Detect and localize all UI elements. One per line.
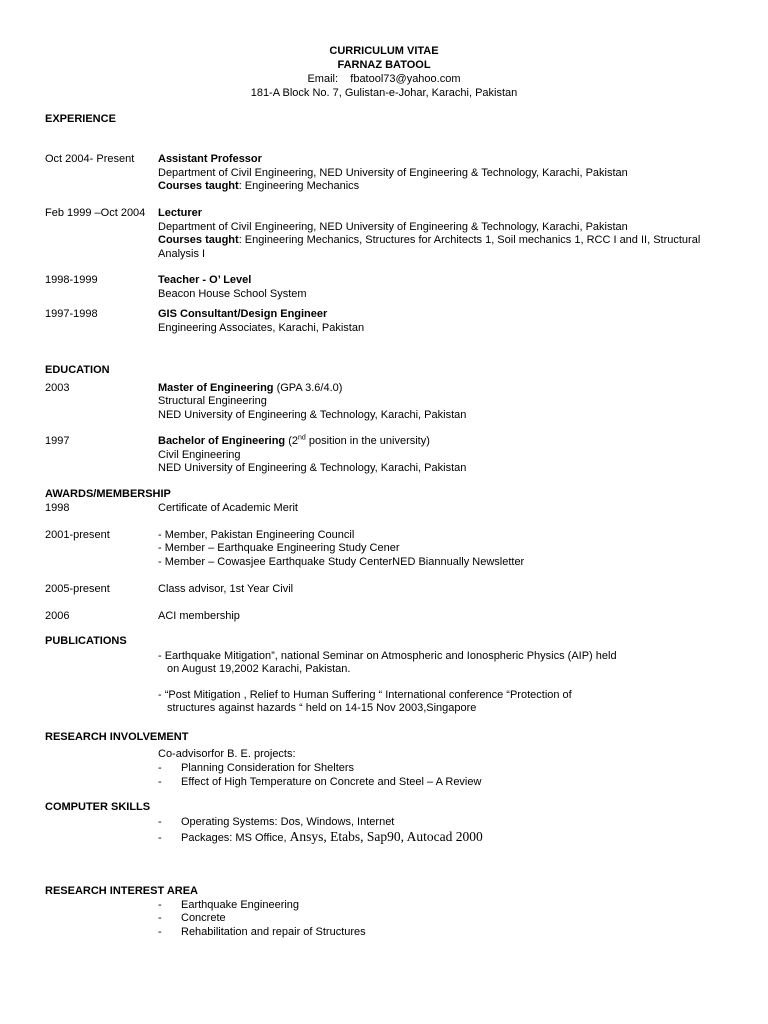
award-item: ACI membership xyxy=(158,610,240,622)
education-school: NED University of Engineering & Technology, Karachi, Pakistan xyxy=(158,409,467,421)
education-school: NED University of Engineering & Technology, Karachi, Pakistan xyxy=(158,462,467,474)
publication-item-cont: structures against hazards “ held on 14-15 Nov 2003,Singapore xyxy=(167,702,477,714)
experience-date: 1998-1999 xyxy=(45,274,98,286)
email-line xyxy=(0,73,768,87)
award-item: - Member, Pakistan Engineering Council xyxy=(158,529,355,541)
experience-date: 1997-1998 xyxy=(45,308,98,320)
education-field: Structural Engineering xyxy=(158,395,267,407)
education-heading: EDUCATION xyxy=(45,364,110,376)
email-label: Email: xyxy=(307,73,339,85)
computer-heading: COMPUTER SKILLS xyxy=(45,801,151,813)
award-date: 2006 xyxy=(45,610,70,622)
degree-name: Master of Engineering xyxy=(158,382,274,394)
interest-item: Earthquake Engineering xyxy=(181,899,300,911)
degree-note: (GPA 3.6/4.0) xyxy=(273,382,343,394)
research-intro: Co-advisorfor B. E. projects: xyxy=(158,748,296,760)
education-date: 2003 xyxy=(45,382,70,394)
experience-detail: Beacon House School System xyxy=(158,288,307,300)
packages-prefix: Packages: MS Office, xyxy=(181,832,290,844)
packages-rest: Ansys, Etabs, Sap90, Autocad 2000 xyxy=(289,829,483,844)
experience-courses xyxy=(158,234,700,248)
bullet-dash: - xyxy=(158,816,162,828)
experience-title: Teacher - O’ Level xyxy=(158,274,252,286)
award-item: - Member – Cowasjee Earthquake Study CenterNED Biannually Newsletter xyxy=(158,556,525,568)
experience-title: GIS Consultant/Design Engineer xyxy=(158,308,328,320)
education-degree-line xyxy=(158,435,430,449)
experience-courses xyxy=(158,180,359,194)
education-degree-line xyxy=(158,382,342,396)
cv-title: CURRICULUM VITAE xyxy=(329,45,439,57)
award-item: Certificate of Academic Merit xyxy=(158,502,298,514)
bullet-dash: - xyxy=(158,899,162,911)
degree-name: Bachelor of Engineering xyxy=(158,435,286,447)
research-item: Planning Consideration for Shelters xyxy=(181,762,355,774)
publication-item: - “Post Mitigation , Relief to Human Suffering “ International conference “Protection of xyxy=(158,689,572,701)
degree-note-sup: nd xyxy=(297,434,306,442)
experience-detail: Department of Civil Engineering, NED University of Engineering & Technology, Karachi, Pakistan xyxy=(158,221,628,233)
experience-heading: EXPERIENCE xyxy=(45,113,116,125)
interest-item: Concrete xyxy=(181,912,226,924)
person-name: FARNAZ BATOOL xyxy=(337,59,431,71)
email-address: fbatool73@yahoo.com xyxy=(350,73,461,85)
experience-title: Lecturer xyxy=(158,207,203,219)
education-date: 1997 xyxy=(45,435,70,447)
interest-heading: RESEARCH INTEREST AREA xyxy=(45,885,198,897)
experience-courses-cont: Analysis I xyxy=(158,248,206,260)
bullet-dash: - xyxy=(158,762,162,774)
award-date: 2005-present xyxy=(45,583,110,595)
research-heading: RESEARCH INVOLVEMENT xyxy=(45,731,189,743)
bullet-dash: - xyxy=(158,912,162,924)
bullet-dash: - xyxy=(158,926,162,938)
degree-note-post: position in the university) xyxy=(305,435,430,447)
interest-item: Rehabilitation and repair of Structures xyxy=(181,926,366,938)
publications-heading: PUBLICATIONS xyxy=(45,635,127,647)
award-item: Class advisor, 1st Year Civil xyxy=(158,583,294,595)
publication-item: - Earthquake Mitigation”, national Seminar on Atmospheric and Ionospheric Physics (AIP) held xyxy=(158,650,617,662)
courses-label: Courses taught xyxy=(158,234,239,246)
award-item: - Member – Earthquake Engineering Study Cener xyxy=(158,542,400,554)
experience-title: Assistant Professor xyxy=(158,153,262,165)
experience-date: Feb 1999 –Oct 2004 xyxy=(45,207,146,219)
experience-detail: Engineering Associates, Karachi, Pakistan xyxy=(158,322,365,334)
computer-packages xyxy=(181,830,483,846)
address: 181-A Block No. 7, Gulistan-e-Johar, Karachi, Pakistan xyxy=(250,87,518,99)
courses-label: Courses taught xyxy=(158,180,239,192)
bullet-dash: - xyxy=(158,832,162,844)
award-date: 1998 xyxy=(45,502,70,514)
experience-detail: Department of Civil Engineering, NED University of Engineering & Technology, Karachi, Pakistan xyxy=(158,167,628,179)
degree-note-pre: (2 xyxy=(285,435,298,447)
bullet-dash: - xyxy=(158,776,162,788)
publication-item-cont: on August 19,2002 Karachi, Pakistan. xyxy=(167,663,351,675)
research-item: Effect of High Temperature on Concrete and Steel – A Review xyxy=(181,776,482,788)
education-field: Civil Engineering xyxy=(158,449,241,461)
awards-heading: AWARDS/MEMBERSHIP xyxy=(45,488,171,500)
award-date: 2001-present xyxy=(45,529,110,541)
computer-os: Operating Systems: Dos, Windows, Internet xyxy=(181,816,395,828)
experience-date: Oct 2004- Present xyxy=(45,153,135,165)
courses-list: : Engineering Mechanics xyxy=(238,180,360,192)
courses-list: : Engineering Mechanics, Structures for Architects 1, Soil mechanics 1, RCC I and II, Structural xyxy=(238,234,701,246)
